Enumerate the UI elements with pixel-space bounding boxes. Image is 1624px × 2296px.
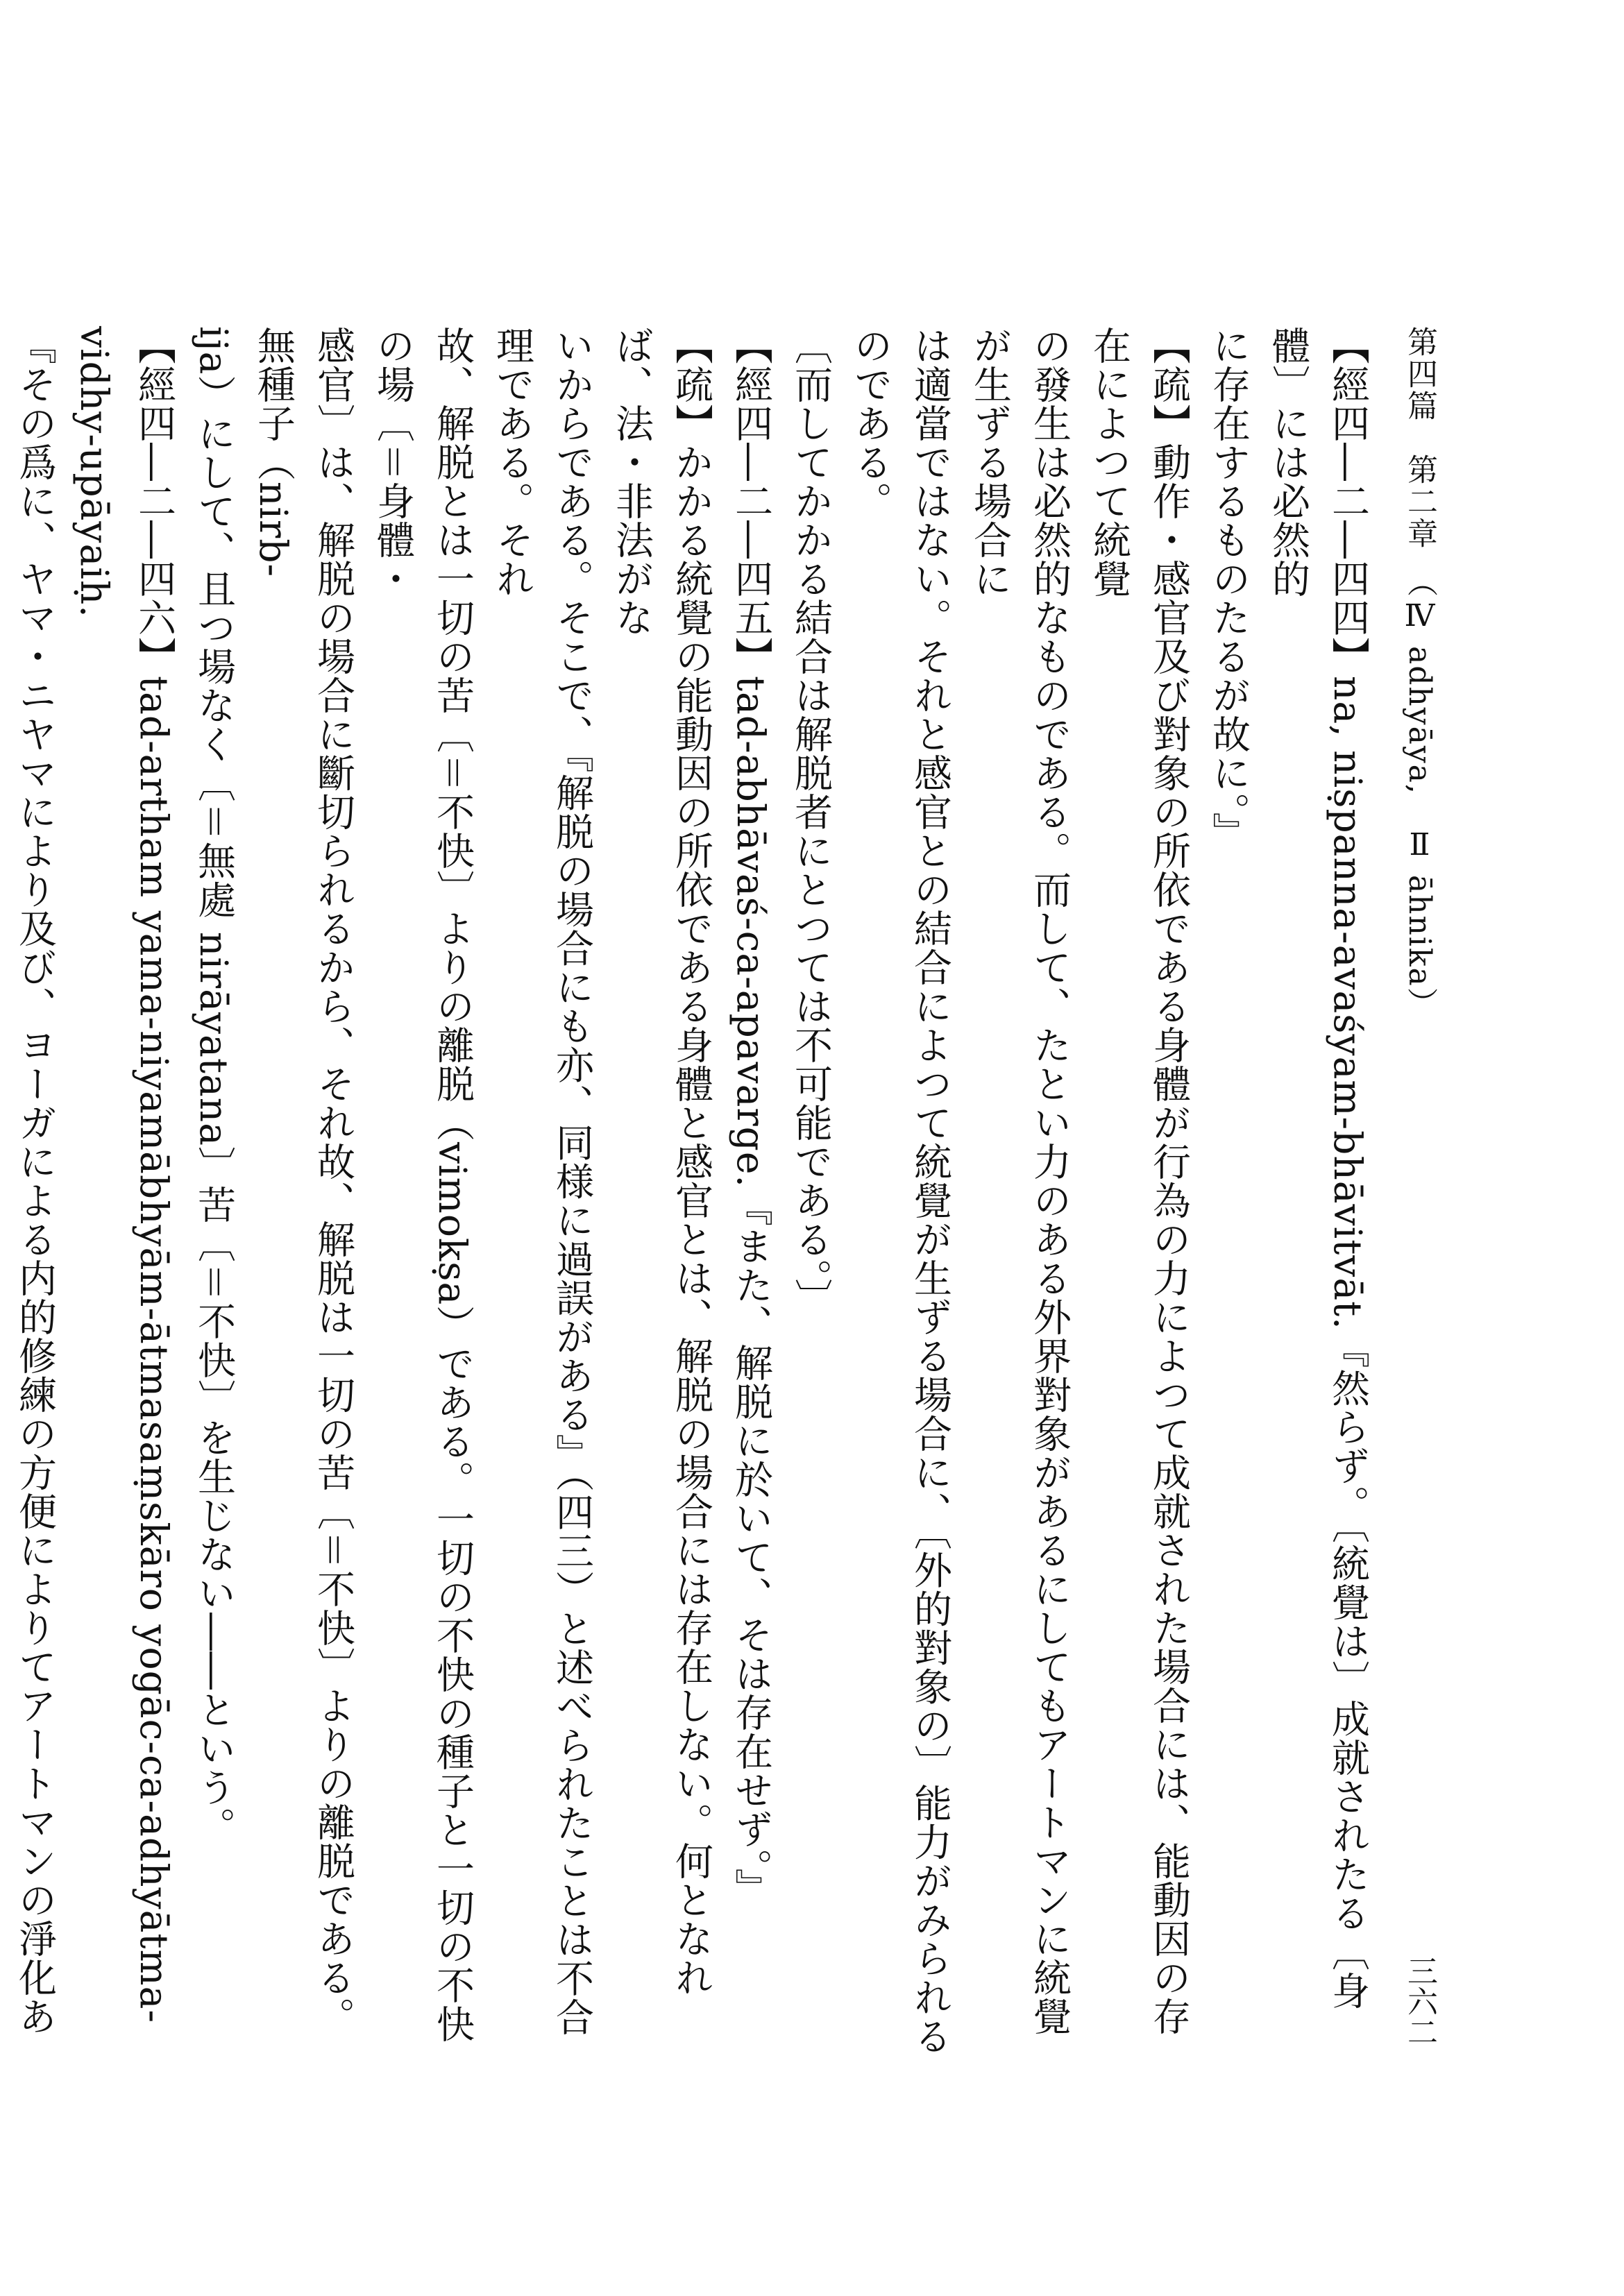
text-line: 『その爲に、ヤマ・ニヤマにより及び、ヨーガによる内的修練の方便によりてアートマンの淨化あ (12, 326, 57, 2036)
text-line: 故、解脱とは一切の苦〔＝不快〕よりの離脱（vimokṣa）である。一切の不快の種子と一切の不快の場〔＝身體・ (371, 326, 475, 2044)
page-number: 三六二 (1402, 1955, 1437, 2047)
text-line: 【疏】かかる統覺の能動因の所依である身體と感官とは、解脱の場合には存在しない。何となれば、法・非法がな (609, 326, 713, 1997)
running-head: 第四篇 第二章 （Ⅳ adhyāya, Ⅱ āhnika） (1402, 326, 1437, 1019)
text-line: ija）にして、且つ場なく〔＝無處 nirāyatana〕苦〔＝不快〕を生じない――という。 (192, 326, 236, 1846)
text-line: 〔而してかかる結合は解脱者にとつては不可能である。〕 (788, 326, 833, 1318)
text-line: 【經四―二―四六】tad-artham yama-niyamābhyām-ātmasaṃskāro yogāc-ca-adhyātma-vidhy-upāyaiḥ. (72, 326, 176, 2024)
text-line: 【經四―二―四四】na, niṣpanna-avaśyam-bhāvitvāt.『然らず。〔統覺は〕成就されたる〔身體〕には必然的 (1266, 326, 1370, 2011)
text-line: の發生は必然的なものである。而して、たとい力のある外界對象があるにしてもアートマンに統覺が生ずる場合に (967, 326, 1072, 2036)
text-line: 感官〕は、解脱の場合に斷切られるから、それ故、解脱は一切の苦〔＝不快〕よりの離脱である。無種子（nirb- (251, 326, 355, 2036)
text-line: に存在するものたるが故に。』 (1206, 326, 1251, 851)
text-line: 【疏】動作・感官及び對象の所依である身體が行為の力によつて成就された場合には、能動因の存在によつて統覺 (1087, 326, 1191, 2036)
body-text (12, 326, 1378, 2061)
text-line: いからである。そこで、『解脱の場合にも亦、同様に過誤がある』（四三）と述べられたことは不合理である。それ (490, 326, 594, 2036)
text-line: 【經四―二―四五】tad-abhāvaś-ca-apavarge.『また、解脱に於いて、そは存在せず。』 (729, 326, 773, 1907)
text-line: は適當ではない。それと感官との結合によつて統覺が生ずる場合に、〔外的對象の〕能力がみられるのである。 (848, 326, 952, 2056)
